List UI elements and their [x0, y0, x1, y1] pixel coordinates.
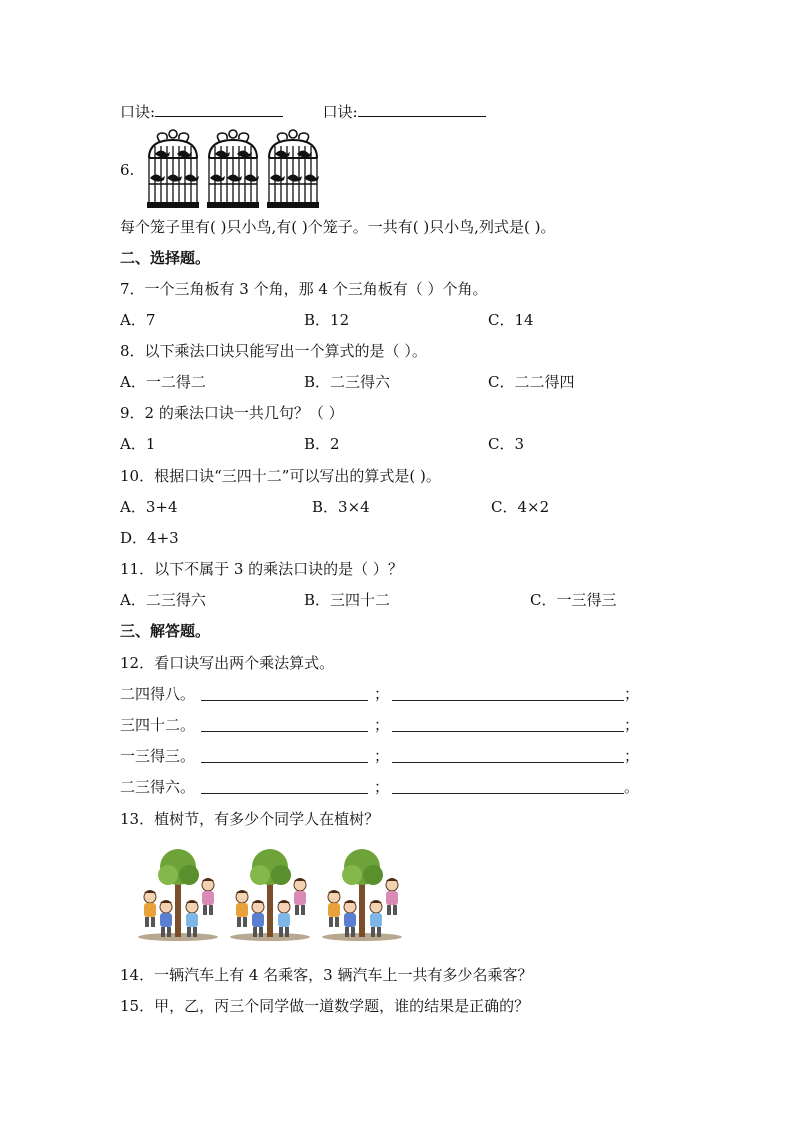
child-leg — [237, 917, 241, 927]
child-leg — [243, 917, 247, 927]
section-3-title: 三、解答题。 — [120, 622, 211, 640]
q12-separator: ； — [374, 778, 390, 796]
q10-option-d[interactable]: D．4+3 — [120, 529, 179, 547]
child — [186, 900, 198, 937]
child — [386, 878, 398, 915]
child-body — [328, 903, 340, 917]
child-leg — [371, 927, 375, 937]
q15-text: 15．甲，乙，丙三个同学做一道数学题，谁的结果是正确的？ — [120, 997, 530, 1015]
child-leg — [387, 905, 391, 915]
q11-option-c[interactable]: C．一三得三 — [530, 591, 617, 609]
q10-option-b[interactable]: B．3×4 — [312, 498, 370, 516]
kouju-label-2: 口诀: — [322, 103, 358, 121]
birdcage — [267, 130, 319, 208]
child-leg — [279, 927, 283, 937]
q10-option-c[interactable]: C．4×2 — [491, 498, 550, 516]
child-leg — [329, 917, 333, 927]
tree-planting-illustration — [132, 845, 407, 945]
child-body — [186, 913, 198, 927]
child — [278, 900, 290, 937]
child — [202, 878, 214, 915]
q11-option-a[interactable]: A．二三得六 — [120, 591, 206, 609]
bird — [167, 175, 182, 182]
child-leg — [295, 905, 299, 915]
cage-hook — [289, 130, 297, 138]
child-hair — [386, 878, 398, 881]
child-leg — [351, 927, 355, 937]
child-hair — [344, 900, 356, 903]
child — [144, 890, 156, 927]
child-leg — [187, 927, 191, 937]
child — [344, 900, 356, 937]
child — [160, 900, 172, 937]
q11-option-b[interactable]: B．三四十二 — [304, 591, 391, 609]
child-hair — [294, 878, 306, 881]
q8-text: 8．以下乘法口诀只能写出一个算式的是（ ）。 — [120, 342, 427, 360]
q6-number: 6. — [120, 161, 135, 179]
tree-trunk — [175, 883, 181, 937]
child-hair — [278, 900, 290, 903]
q8-option-a[interactable]: A．一二得二 — [120, 373, 206, 391]
kouju-blank-2[interactable] — [358, 102, 486, 117]
tree-crown — [179, 865, 199, 885]
cage-base — [147, 202, 199, 208]
child — [252, 900, 264, 937]
child — [370, 900, 382, 937]
planting-group — [138, 849, 218, 941]
q8-option-b[interactable]: B．二三得六 — [304, 373, 391, 391]
q10-text: 10．根据口诀“三四十二”可以写出的算式是( )。 — [120, 467, 441, 485]
child-body — [278, 913, 290, 927]
child-hair — [202, 878, 214, 881]
q12-blank-right[interactable] — [392, 762, 624, 763]
bird — [210, 175, 225, 182]
child-hair — [328, 890, 340, 893]
tree-crown — [271, 865, 291, 885]
child-leg — [203, 905, 207, 915]
bird — [287, 175, 302, 182]
q12-blank-right[interactable] — [392, 731, 624, 732]
q6-text: 每个笼子里有( )只小鸟,有( )个笼子。一共有( )只小鸟,列式是( )。 — [120, 218, 556, 236]
kouju-label-1: 口诀: — [120, 103, 156, 121]
child-body — [344, 913, 356, 927]
q12-row-label: 二四得八。 — [120, 685, 196, 703]
q12-separator: ； — [374, 747, 390, 765]
child-leg — [301, 905, 305, 915]
tree-crown — [158, 865, 178, 885]
q14-text: 14．一辆汽车上有 4 名乘客，3 辆汽车上一共有多少名乘客？ — [120, 966, 533, 984]
child-leg — [161, 927, 165, 937]
q13-text: 13．植树节，有多少个同学人在植树？ — [120, 810, 380, 828]
bird — [270, 175, 285, 182]
bird — [150, 175, 165, 182]
q9-option-b[interactable]: B．2 — [304, 435, 340, 453]
child-leg — [209, 905, 213, 915]
bird — [155, 151, 170, 158]
bird — [275, 151, 290, 158]
child-hair — [144, 890, 156, 893]
child-leg — [259, 927, 263, 937]
q12-blank-left[interactable] — [201, 793, 368, 794]
child-leg — [253, 927, 257, 937]
child-leg — [393, 905, 397, 915]
q12-blank-right[interactable] — [392, 793, 624, 794]
child-hair — [160, 900, 172, 903]
child-body — [252, 913, 264, 927]
tree-trunk — [359, 883, 365, 937]
child-leg — [335, 917, 339, 927]
child-leg — [151, 917, 155, 927]
child-body — [294, 891, 306, 905]
child-hair — [186, 900, 198, 903]
child-leg — [193, 927, 197, 937]
kouju-row — [120, 102, 486, 122]
tree-crown — [250, 865, 270, 885]
q9-text: 9．2 的乘法口诀一共几句？（ ） — [120, 404, 344, 422]
q12-blank-left[interactable] — [201, 731, 368, 732]
child-hair — [252, 900, 264, 903]
q8-option-c[interactable]: C．二二得四 — [488, 373, 575, 391]
child-body — [144, 903, 156, 917]
planting-group — [230, 849, 310, 941]
bird — [215, 151, 230, 158]
q7-option-c[interactable]: C．14 — [488, 311, 534, 329]
child-hair — [370, 900, 382, 903]
q10-option-a[interactable]: A．3+4 — [120, 498, 178, 516]
q12-end-mark: ； — [624, 716, 640, 734]
child-body — [386, 891, 398, 905]
birdcage — [147, 130, 199, 208]
bird — [227, 175, 242, 182]
q12-blank-left[interactable] — [201, 700, 368, 701]
child-body — [236, 903, 248, 917]
child-body — [160, 913, 172, 927]
child-leg — [167, 927, 171, 937]
child — [236, 890, 248, 927]
birdcage — [207, 130, 259, 208]
q12-row-label: 一三得三。 — [120, 747, 196, 765]
child-leg — [377, 927, 381, 937]
q12-end-mark: ； — [624, 747, 640, 765]
q12-end-mark: 。 — [624, 778, 640, 796]
child-leg — [145, 917, 149, 927]
cage-base — [207, 202, 259, 208]
child-body — [370, 913, 382, 927]
q12-text: 12．看口诀写出两个乘法算式。 — [120, 654, 335, 672]
q12-row-label: 三四十二。 — [120, 716, 196, 734]
child-leg — [285, 927, 289, 937]
q12-blank-left[interactable] — [201, 762, 368, 763]
birdcages-illustration — [146, 128, 326, 210]
q12-end-mark: ； — [624, 685, 640, 703]
child-leg — [345, 927, 349, 937]
q12-blank-right[interactable] — [392, 700, 624, 701]
child — [328, 890, 340, 927]
child-hair — [236, 890, 248, 893]
child — [294, 878, 306, 915]
tree-trunk — [267, 883, 273, 937]
cage-hook — [169, 130, 177, 138]
q12-separator: ； — [374, 716, 390, 734]
section-2-title: 二、选择题。 — [120, 249, 211, 267]
q11-text: 11．以下不属于 3 的乘法口诀的是（ ）？ — [120, 560, 403, 578]
q7-option-a[interactable]: A．7 — [120, 311, 156, 329]
cage-hook — [229, 130, 237, 138]
planting-group — [322, 849, 402, 941]
child-body — [202, 891, 214, 905]
tree-crown — [342, 865, 362, 885]
q7-text: 7．一个三角板有 3 个角，那 4 个三角板有（ ）个角。 — [120, 280, 488, 298]
tree-crown — [363, 865, 383, 885]
q9-option-c[interactable]: C．3 — [488, 435, 525, 453]
kouju-blank-1[interactable] — [155, 102, 283, 117]
cage-base — [267, 202, 319, 208]
q7-option-b[interactable]: B．12 — [304, 311, 350, 329]
q12-row-label: 二三得六。 — [120, 778, 196, 796]
q12-separator: ； — [374, 685, 390, 703]
q9-option-a[interactable]: A．1 — [120, 435, 156, 453]
